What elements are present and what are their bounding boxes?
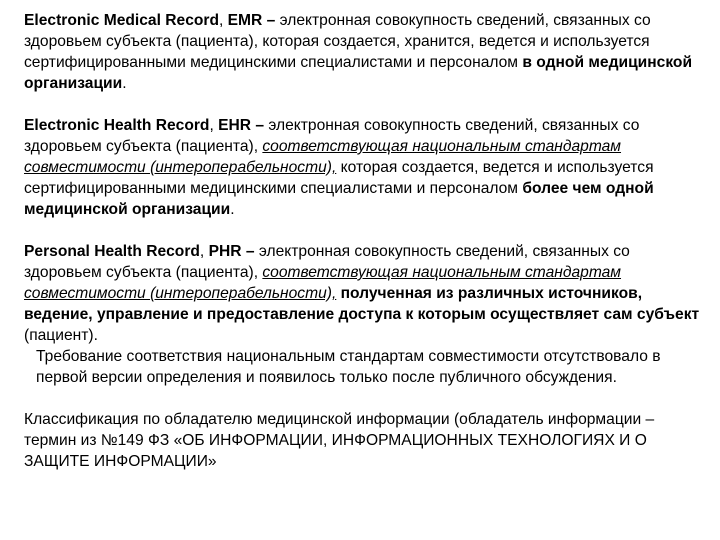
ehr-sep: , (209, 117, 219, 134)
phr-sep: , (199, 243, 209, 260)
phr-definition (24, 241, 700, 346)
phr-dash: – (241, 243, 259, 260)
phr-term: Personal Health Record (24, 243, 200, 260)
emr-end: . (122, 75, 127, 92)
ehr-bold-text: более чем одной медицинской организации (24, 180, 654, 218)
ehr-text: электронная совокупность сведений, связанных со здоровьем субъекта (пациента), (24, 117, 640, 155)
phr-end: (пациент). (24, 327, 98, 344)
phr-underlined-text: соответствующая национальным стандартам совместимости (интероперабельности), (24, 264, 622, 302)
ehr-definition (24, 115, 700, 220)
phr-text: электронная совокупность сведений, связанных со здоровьем субъекта (пациента), (24, 243, 630, 281)
emr-sep: , (218, 12, 228, 29)
ehr-abbr: EHR (218, 117, 252, 134)
ehr-text-2: которая создается, ведется и используется сертифицированными медицинскими специалистами и персоналом (24, 159, 654, 197)
emr-definition (24, 10, 700, 94)
ehr-underlined-text: соответствующая национальным стандартам совместимости (интероперабельности), (24, 138, 622, 176)
ehr-term: Electronic Health Record (24, 117, 210, 134)
phr-abbr: PHR (208, 243, 242, 260)
standards-note: Требование соответствия национальным стандартам совместимости отсутствовало в первой версии определения и появилось только после публичного обсуждения. (36, 348, 661, 386)
ehr-dash: – (251, 117, 269, 134)
phr-bold-text: полученная из различных источников, ведение, управление и предоставление доступа к которым осуществляет сам субъект (24, 285, 700, 323)
ehr-end: . (230, 201, 235, 218)
emr-text: электронная совокупность сведений, связанных со здоровьем субъекта (пациента), которая создается, хранится, ведется и используется сертифицированными медицинскими специалистами и персоналом (24, 12, 651, 71)
emr-bold-text: в одной медицинской организации (24, 54, 693, 92)
emr-abbr: EMR (227, 12, 263, 29)
emr-term: Electronic Medical Record (24, 12, 219, 29)
emr-dash: – (262, 12, 280, 29)
classification-text: Классификация по обладателю медицинской информации (обладатель информации – термин из №149 ФЗ «ОБ ИНФОРМАЦИИ, ИНФОРМАЦИОННЫХ ТЕХНОЛОГИЯХ И О ЗАЩИТЕ ИНФОРМАЦИИ» (24, 411, 655, 470)
